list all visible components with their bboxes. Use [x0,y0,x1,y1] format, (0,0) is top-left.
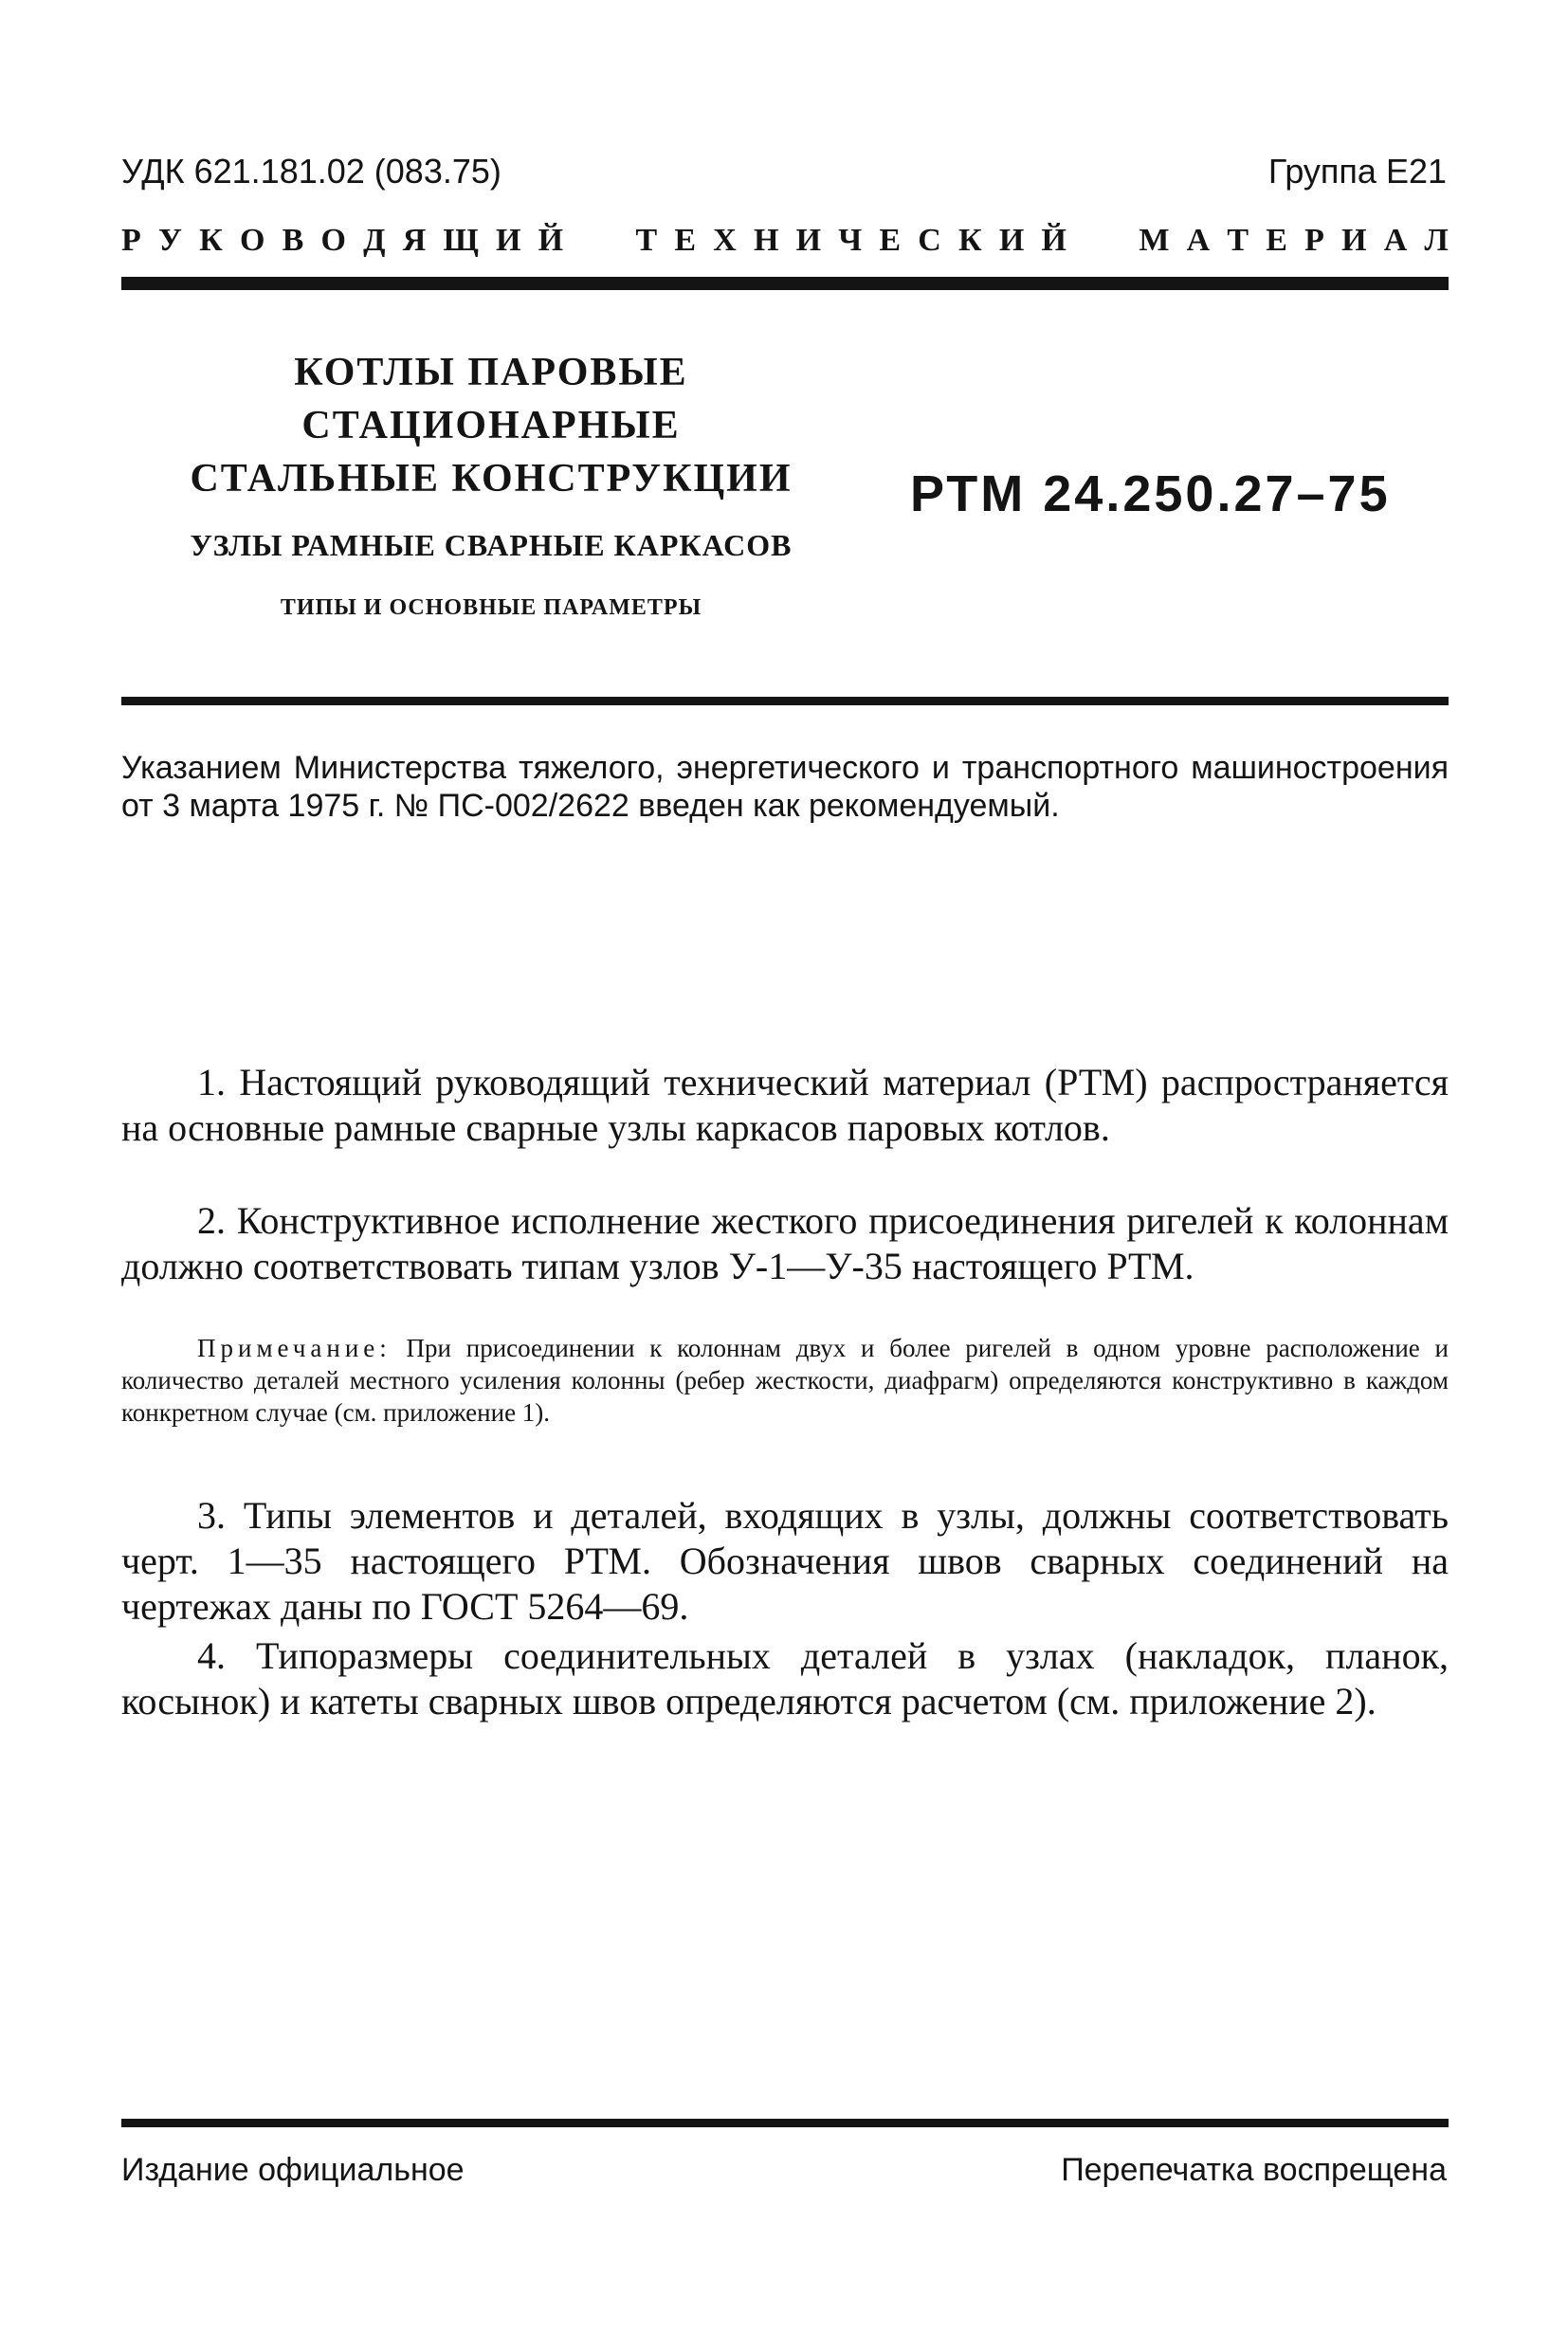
heading-letter: Ч [838,223,863,258]
heading-letter: Е [879,223,902,258]
note [121,1332,1449,1429]
heading-letter: Л [1424,223,1449,258]
reprint-notice: Перепечатка воспрещена [1061,2152,1447,2188]
heading-letter: Й [538,223,564,258]
title-line-3: СТАЛЬНЫЕ КОНСТРУКЦИИ [190,457,793,501]
heading-letter: Д [363,223,386,258]
heading-letter: Щ [443,223,479,258]
heading-letter: Т [635,223,658,258]
heading-gap [580,223,618,259]
document-code: РТМ 24.250.27–75 [910,465,1391,522]
heading-letter: О [320,223,346,258]
edition-label: Издание официальное [121,2152,465,2188]
heading-letter: О [239,223,265,258]
title-line-1: КОТЛЫ ПАРОВЫЕ [294,351,688,394]
heading-letter: Р [121,223,141,258]
heading-letter: Т [1227,223,1249,258]
sub-subtitle: ТИПЫ И ОСНОВНЫЕ ПАРАМЕТРЫ [280,595,702,620]
heading-letter: И [1341,223,1367,258]
note-label: Примечание: [197,1334,392,1362]
footer-rule [121,2119,1449,2127]
heading-letter: В [282,223,304,258]
title-line-2: СТАЦИОНАРНЫЕ [301,404,681,447]
document-type-heading [121,216,1449,265]
heading-letter: С [918,223,941,258]
paragraph-4: 4. Типоразмеры соединительных деталей в узлах (накладок, планок, косынок) и катеты сварных швов определяются расчетом (см. приложение 2). [121,1634,1449,1722]
heading-letter: Р [1304,223,1324,258]
heading-letter: Е [1266,223,1287,258]
heading-letter: К [199,223,223,258]
heading-letter: Й [1041,223,1067,258]
udk-code: УДК 621.181.02 (083.75) [121,152,501,191]
note-text: При присоединении к колоннам двух и более ригелей в одном уровне расположение и количество деталей местного усиления колонны (ребер жесткости, диафрагм) определяются конструктивно в каждом конкретном случае (см. приложение 1). [121,1334,1449,1427]
title-rule [121,697,1449,705]
heading-letter: К [958,223,982,258]
subtitle: УЗЛЫ РАМНЫЕ СВАРНЫЕ КАРКАСОВ [190,528,793,562]
heading-letter: И [998,223,1025,258]
paragraph-1: 1. Настоящий руководящий технический материал (РТМ) распространяется на основные рамные сварные узлы каркасов паровых котлов. [121,1061,1449,1149]
heading-gap [1084,223,1121,259]
heading-letter: У [157,223,182,258]
heading-letter: Е [674,223,697,258]
heading-letter: Х [713,223,737,258]
group-code: Группа Е21 [1267,152,1447,191]
paragraph-2: 2. Конструктивное исполнение жесткого присоединения ригелей к колоннам должно соответствовать типам узлов У-1—У-35 настоящего РТМ. [121,1199,1449,1287]
approval-note: Указанием Министерства тяжелого, энергетического и транспортного машиностроения от 3 марта 1975 г. № ПС-002/2622 введен как рекомендуемый. [121,750,1449,824]
title-block [121,346,861,623]
heading-letter: А [1186,223,1211,258]
heading-letter: Я [402,223,427,258]
heading-letter: И [795,223,822,258]
heading-letter: И [495,223,521,258]
heading-letter: М [1139,223,1170,258]
heading-letter: А [1383,223,1408,258]
heading-letter: Н [753,223,779,258]
header-rule [121,277,1449,290]
paragraph-3: 3. Типы элементов и деталей, входящих в узлы, должны соответствовать черт. 1—35 настоящего РТМ. Обозначения швов сварных соединений на чертежах даны по ГОСТ 5264—69. [121,1494,1449,1628]
